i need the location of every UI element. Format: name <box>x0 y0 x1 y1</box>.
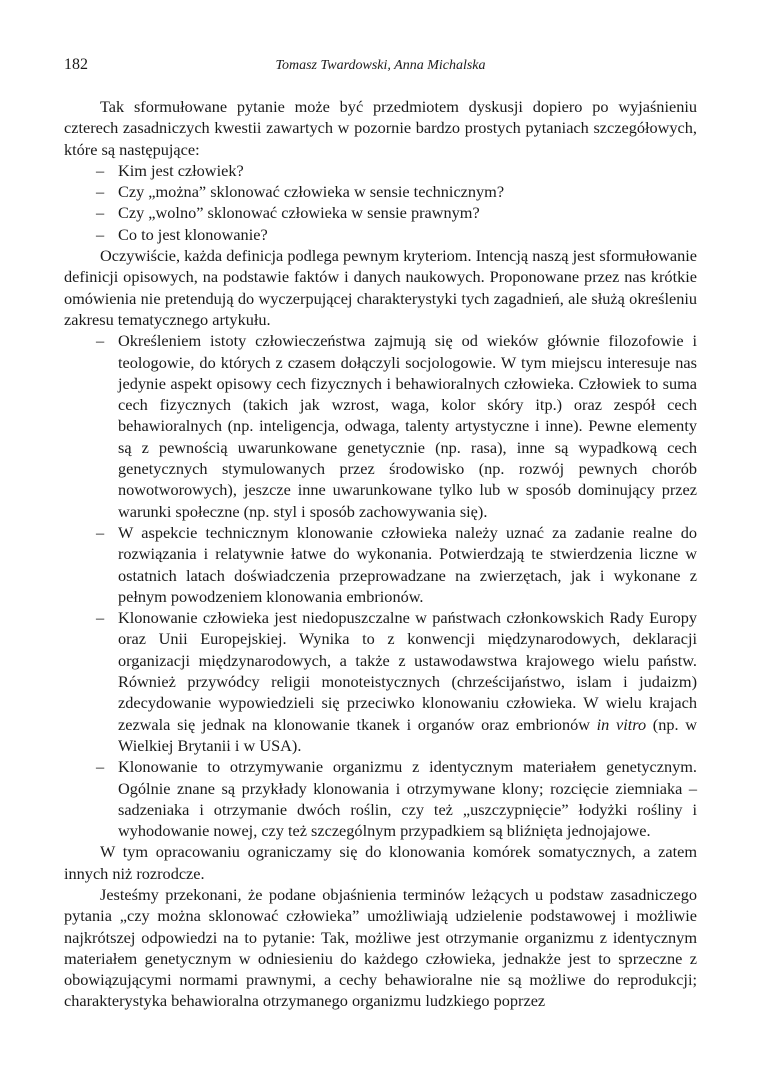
body-text <box>64 96 697 1012</box>
answer-text: Określeniem istoty człowieczeństwa zajmują się od wieków głównie filozofowie i teologowie, do których z czasem dołączyli socjologowie. W tym miejscu interesuje nas jedynie aspekt opisowy cech fizycznych i behawioralnych człowieka. Człowiek to suma cech fizycznych (takich jak wzrost, waga, kolor skóry itp.) oraz zespół cech behawioralnych (np. inteligencja, odwaga, talenty artystyczne i inne). Pewne elementy są z pewnością uwarunkowane genetycznie (np. rasa), inne są wypadkową cech genetycznych stymulowanych przez środowisko (np. rozwój pewnych chorób nowotworowych), jeszcze inne uwarunkowane tylko lub w sposób dominujący przez warunki społeczne (np. styl i sposób zachowywania się). <box>118 331 697 521</box>
running-head-authors: Tomasz Twardowski, Anna Michalska <box>275 58 486 73</box>
question-item <box>64 202 697 223</box>
question-text: Czy „można” sklonować człowieka w sensie technicznym? <box>118 182 505 202</box>
answer-item-cloning <box>64 756 697 841</box>
dash-bullet: – <box>96 182 105 202</box>
question-text: Kim jest człowiek? <box>118 160 244 180</box>
question-item <box>64 224 697 245</box>
dash-bullet: – <box>96 203 105 223</box>
scope-paragraph: W tym opracowaniu ograniczamy się do klonowania komórek somatycznych, a zatem innych niż rozrodcze. <box>64 842 697 883</box>
answer-item-legal <box>64 607 697 756</box>
question-item <box>64 181 697 202</box>
dash-bullet: – <box>96 331 105 351</box>
dash-bullet: – <box>96 608 105 628</box>
page-number: 182 <box>64 56 88 73</box>
answers-list <box>64 330 697 841</box>
question-item <box>64 160 697 181</box>
dash-bullet: – <box>96 224 105 244</box>
dash-bullet: – <box>96 757 105 777</box>
dash-bullet: – <box>96 160 105 180</box>
question-text: Czy „wolno” sklonować człowieka w sensie prawnym? <box>118 203 480 223</box>
questions-list <box>64 160 697 245</box>
italic-term: in vitro <box>596 714 647 734</box>
answer-text: Klonowanie to otrzymywanie organizmu z identycznym materiałem genetycznym. Ogólnie znane są przykłady klonowania i otrzymywane klony; rozcięcie ziemniaka – sadzeniaka i otrzymanie dwóch roślin, czy też „uszczypnięcie” łodyżki rośliny i wyhodowanie nowej, czy też szczególnym przypadkiem są bliźnięta jednojajowe. <box>118 757 697 841</box>
conclusion-paragraph: Jesteśmy przekonani, że podane objaśnienia terminów leżących u podstaw zasadniczego pytania „czy można sklonować człowieka” umożliwiają udzielenie podstawowej i możliwie najkrótszej odpowiedzi na to pytanie: Tak, możliwe jest otrzymanie organizmu z identycznym materiałem genetycznym w odniesieniu do każdego człowieka, jednakże jest to sprzeczne z obowiązującymi normami prawnymi, a cechy behawioralne nie są możliwe do reprodukcji; charakterystyka behawioralna otrzymanego organizmu ludzkiego poprzez <box>64 884 697 1011</box>
definitions-paragraph: Oczywiście, każda definicja podlega pewnym kryteriom. Intencją naszą jest sformułowanie definicji opisowych, na podstawie faktów i danych naukowych. Proponowane przez nas krótkie omówienia nie pretendują do wyczerpującej charakterystyki tych zagadnień, ale służą określeniu zakresu tematycznego artykułu. <box>64 246 697 329</box>
answer-text: Klonowanie człowieka jest niedopuszczalne w państwach członkowskich Rady Europy oraz Unii Europejskiej. Wynika to z konwencji międzynarodowych, deklaracji organizacji międzynarodowych, a także z ustawodawstwa krajowego wielu państw. Również przywódcy religii monoteistycznych (chrześcijaństwo, islam i judaizm) zdecydowanie wypowiedzieli się przeciwko klonowaniu człowieka. W wielu krajach zezwala się jednak na klonowanie tkanek i organów oraz embrionów <box>118 608 697 734</box>
answer-item-human <box>64 330 697 522</box>
question-text: Co to jest klonowanie? <box>118 224 268 244</box>
dash-bullet: – <box>96 522 105 542</box>
page-header <box>64 55 697 77</box>
answer-item-technical <box>64 522 697 607</box>
answer-text-tail: (np. w Wielkiej Brytanii i w USA). <box>118 714 698 755</box>
answer-text: W aspekcie technicznym klonowanie człowieka należy uznać za zadanie realne do rozwiązania i relatywnie łatwe do wykonania. Potwierdzają te stwierdzenia liczne w ostatnich latach doświadczenia przeprowadzane na zwierzętach, jak i wykonane z pełnym powodzeniem klonowania embrionów. <box>118 522 697 606</box>
intro-paragraph: Tak sformułowane pytanie może być przedmiotem dyskusji dopiero po wyjaśnieniu czterech zasadniczych kwestii zawartych w pozornie bardzo prostych pytaniach szczegółowych, które są następujące: <box>64 97 697 159</box>
